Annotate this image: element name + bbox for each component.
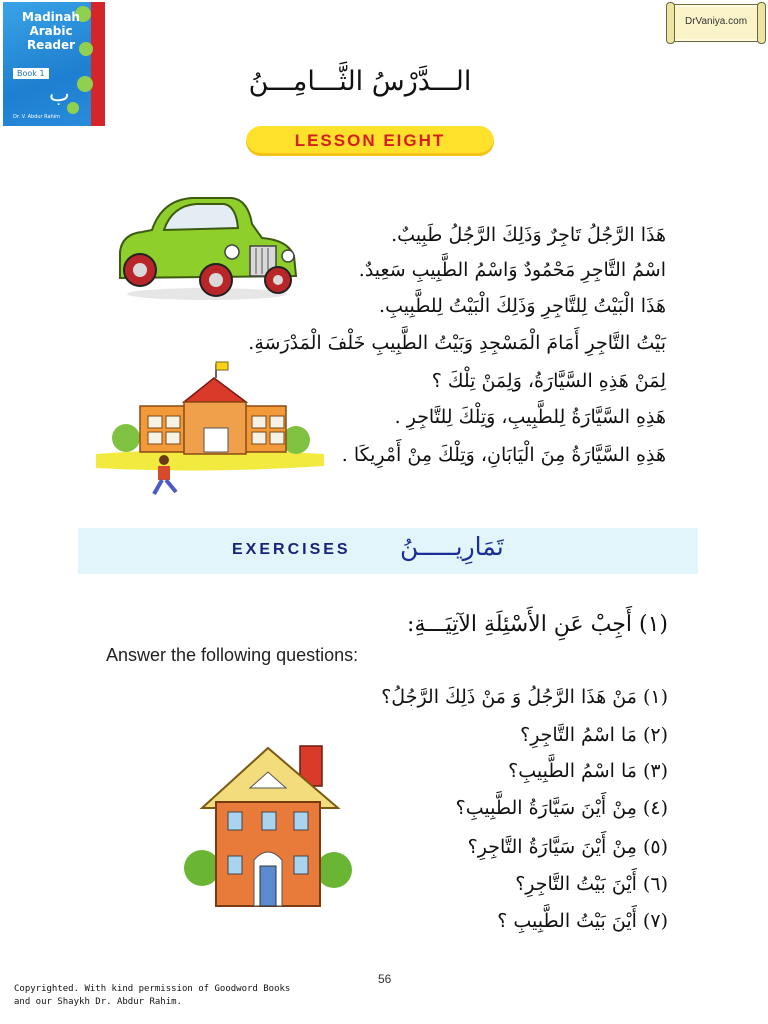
page-number: 56 [378, 972, 392, 986]
lesson-title-pill [246, 126, 494, 156]
copyright-line-2: and our Shaykh Dr. Abdur Rahim. [14, 997, 182, 1007]
cover-title: Madinah Arabic Reader [22, 10, 80, 52]
question-5: (٥) مِنْ أَيْنَ سَيَّارَةُ التَّاجِرِ؟ [467, 836, 668, 858]
copyright-notice [14, 983, 314, 1009]
question-1: (١) مَنْ هَذَا الرَّجُلُ وَ مَنْ ذَلِكَ الرَّجُلُ؟ [381, 686, 668, 708]
cover-red-stripe [91, 2, 105, 126]
question-6: (٦) أَيْنَ بَيْتُ التَّاجِرِ؟ [515, 873, 668, 895]
book-cover-thumbnail [3, 2, 105, 126]
exercise-1-english-instruction: Answer the following questions: [106, 645, 359, 665]
question-7: (٧) أَيْنَ بَيْتُ الطَّبِيبِ ؟ [497, 910, 668, 932]
copyright-line-1: Copyrighted. With kind permission of Goodword Books [14, 984, 291, 994]
reading-line-5: لِمَنْ هَذِهِ السَّيَّارَةُ، وَلِمَنْ تِلْكَ ؟ [431, 370, 666, 392]
reading-line-6: هَذِهِ السَّيَّارَةُ لِلطَّبِيبِ، وَتِلْكَ لِلتَّاجِرِ . [394, 406, 666, 428]
cover-book-label: Book 1 [13, 68, 49, 79]
reading-line-2: اسْمُ التَّاجِرِ مَحْمُودٌ وَاسْمُ الطَّبِيبِ سَعِيدٌ. [358, 259, 666, 281]
logo-text: DrVaniya.com [684, 16, 748, 27]
reading-line-1: هَذَا الرَّجُلُ تَاجِرٌ وَذَلِكَ الرَّجُلُ طَبِيبٌ. [391, 224, 666, 246]
reading-line-4: بَيْتُ التَّاجِرِ أَمَامَ الْمَسْجِدِ وَبَيْتُ الطَّبِيبِ خَلْفَ الْمَدْرَسَةِ. [248, 332, 666, 354]
exercises-english-label: EXERCISES [232, 541, 351, 558]
question-4: (٤) مِنْ أَيْنَ سَيَّارَةُ الطَّبِيبِ؟ [455, 797, 668, 819]
house-illustration [184, 742, 356, 912]
cover-author: Dr. V. Abdur Rahim [13, 114, 61, 120]
exercises-band [78, 528, 698, 574]
lesson-arabic-title: الـــدَّرْسُ الثَّـــامِـــنُ [248, 66, 472, 97]
exercises-arabic-label: تَمَارِيـــــنُ [400, 532, 504, 561]
reading-line-3: هَذَا الْبَيْتُ لِلتَّاجِرِ وَذَلِكَ الْبَيْتُ لِلطَّبِيبِ. [379, 295, 666, 317]
car-illustration [112, 194, 302, 304]
school-illustration [96, 368, 324, 502]
question-2: (٢) مَا اسْمُ التَّاجِرِ؟ [520, 724, 668, 746]
exercise-1-arabic-instruction: (١) أَجِبْ عَنِ الأَسْئِلَةِ الآتِيَـــةِ: [407, 612, 668, 637]
cover-arabic-letter: ب [49, 82, 70, 107]
reading-line-7: هَذِهِ السَّيَّارَةُ مِنَ الْيَابَانِ، وَتِلْكَ مِنْ أَمْرِيكَا . [341, 444, 666, 466]
question-3: (٣) مَا اسْمُ الطَّبِيبِ؟ [508, 760, 668, 782]
lesson-english-title: LESSON EIGHT [294, 131, 446, 150]
drvaniya-logo [670, 4, 762, 42]
